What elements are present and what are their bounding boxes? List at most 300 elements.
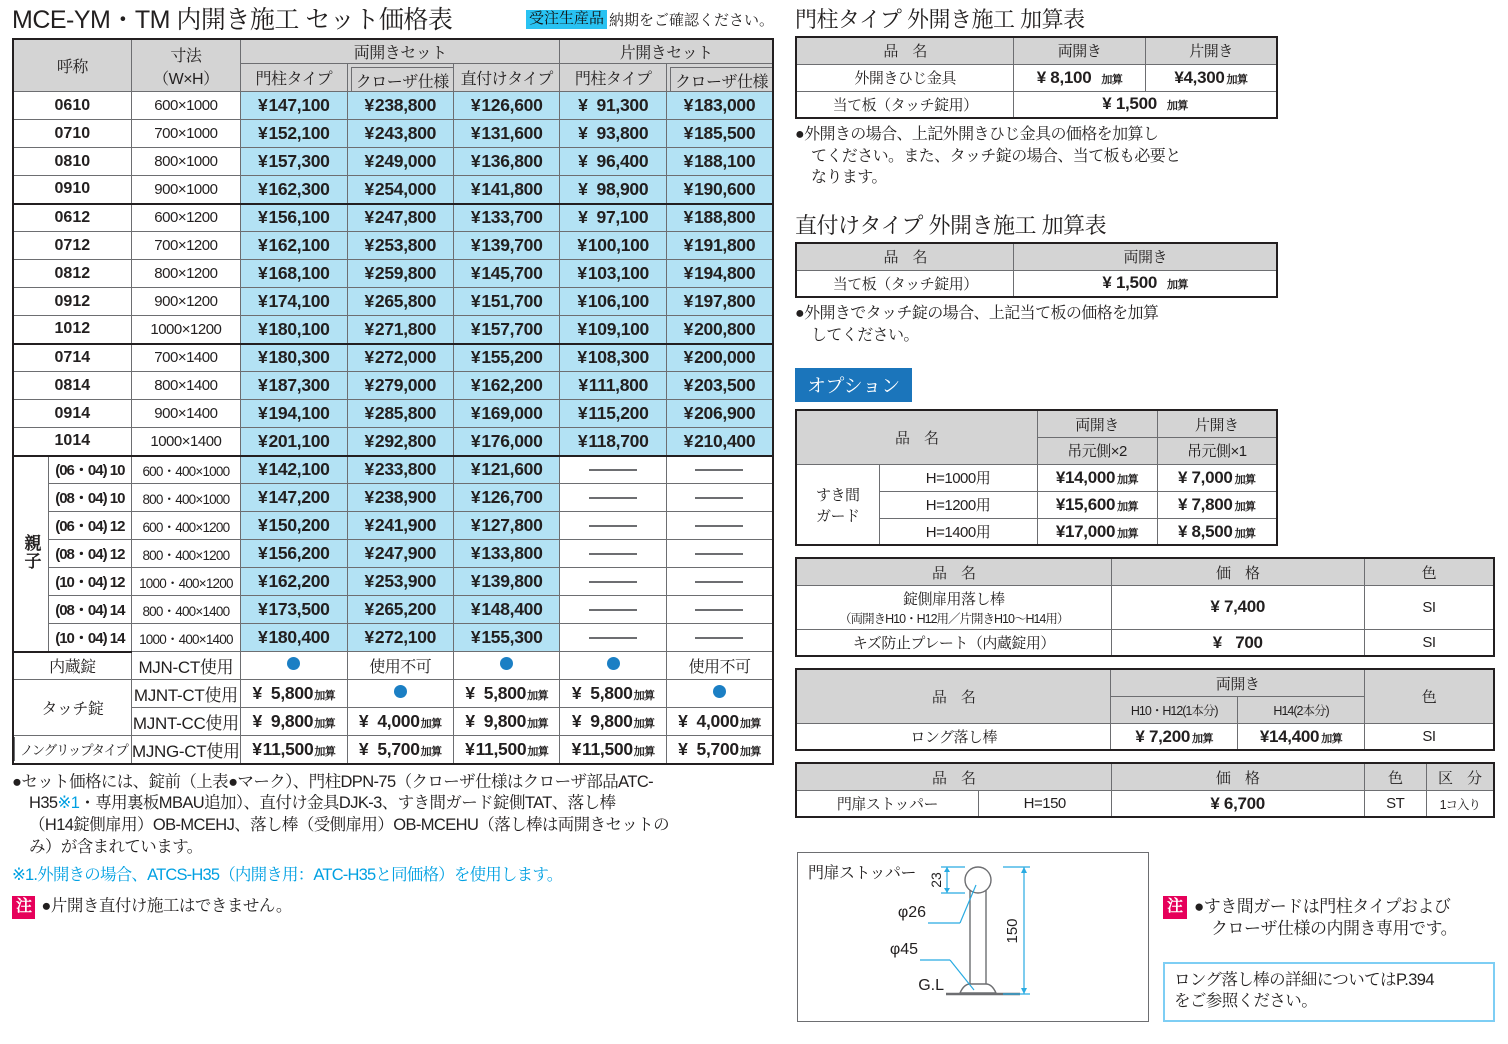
note-line-2-ref: ※1: [57, 794, 80, 813]
price-value: ¥ 142,100: [258, 459, 330, 480]
option-badge: オプション: [795, 368, 912, 402]
designation: (08・04) 14: [49, 596, 132, 624]
price-cell: [454, 400, 560, 428]
designation: 0610: [13, 92, 131, 120]
price-value: ¥ 700: [1212, 632, 1263, 652]
price-value: ¥ 7,800: [1177, 494, 1233, 514]
table-row: [13, 232, 773, 260]
item-name-line-1: 錠側扉用落し棒: [903, 590, 1005, 608]
col-single: 片開き: [1157, 410, 1277, 437]
price-value: ¥14,000: [1055, 467, 1116, 487]
caution-text: ●片開き直付け施工はできません。: [41, 897, 292, 916]
dim-phi45: φ45: [889, 941, 918, 958]
price-cell: [347, 708, 453, 736]
col-item-name: 品 名: [796, 558, 1111, 585]
row-label: H=1400用: [879, 518, 1037, 545]
price-value: ¥ 133,800: [470, 543, 543, 563]
made-to-order-note: [526, 9, 774, 33]
dim-23: 23: [928, 872, 944, 888]
price-cell: [241, 176, 347, 204]
price-cell: [347, 624, 453, 652]
designation: 1014: [13, 428, 131, 456]
price-cell: [454, 372, 560, 400]
price-value: ¥ 7,000: [1177, 467, 1233, 487]
col-designation: 呼称: [13, 39, 131, 92]
row-label-builtin-lock: 内蔵錠: [13, 652, 131, 680]
price-value: ¥ 173,500: [258, 599, 330, 619]
price-cell: [241, 344, 347, 372]
price-value: ¥15,600: [1055, 494, 1116, 514]
color-code: SI: [1364, 585, 1494, 629]
designation: (10・04) 12: [49, 568, 132, 596]
price-value: ¥ 243,800: [364, 123, 437, 143]
table-row: [13, 736, 773, 764]
group-label-line-2: ガード: [815, 507, 860, 525]
price-value: ¥ 176,000: [470, 430, 543, 451]
price-value: ¥ 197,800: [683, 291, 756, 311]
price-cell: [454, 512, 560, 540]
col-direct-type: 直付けタイプ: [454, 64, 560, 92]
price-cell: [454, 484, 560, 512]
price-value: ¥ 121,600: [470, 459, 543, 480]
post-outward-note: [795, 124, 1495, 189]
price-value: ¥ 206,900: [683, 403, 756, 423]
designation: (08・04) 12: [49, 540, 132, 568]
price-cell-empty: [666, 568, 773, 596]
price-cell: [241, 568, 347, 596]
price-value: ¥ 1,500: [1102, 94, 1157, 114]
price-value: ¥ 145,700: [470, 263, 543, 283]
direct-outward-note: [795, 303, 1495, 346]
dimensions: 800×1200: [131, 260, 240, 288]
price-value: ¥ 247,800: [364, 207, 437, 228]
note-line-2: してください。: [811, 326, 919, 344]
price-value: ¥ 233,800: [364, 459, 437, 480]
table-row: [13, 456, 773, 484]
note-line-1: ●外開きでタッチ錠の場合、上記当て板の価格を加算: [795, 305, 1159, 323]
price-cell: [241, 708, 347, 736]
price-value: ¥ 11,500 加算: [465, 738, 549, 759]
price-value: ¥ 152,100: [258, 123, 330, 143]
note-line-2a: H35: [29, 794, 58, 813]
post-type-outward-table: [795, 36, 1278, 119]
price-value: ¥ 168,100: [258, 263, 330, 283]
price-value: ¥ 91,300: [578, 95, 649, 115]
col-unit: 区 分: [1426, 763, 1494, 790]
price-value: ¥ 141,800: [470, 178, 543, 199]
color-code: SI: [1364, 629, 1494, 656]
price-cell: [347, 540, 453, 568]
price-cell: [454, 148, 560, 176]
item-name: 外開きひじ金具: [796, 64, 1014, 91]
table-row: [796, 585, 1494, 629]
price-value: ¥ 5,700 加算: [358, 738, 442, 759]
price-value: ¥ 8,500: [1177, 521, 1233, 541]
gap-guard-table: [795, 409, 1278, 546]
price-value: ¥ 249,000: [364, 151, 437, 171]
price-cell: [241, 484, 347, 512]
filled-circle-icon: [713, 685, 726, 698]
price-value: ¥ 4,000 加算: [678, 711, 761, 731]
table-row: [13, 176, 773, 204]
col-double: 両開き: [1014, 243, 1277, 270]
table-row: [796, 464, 1277, 491]
col-color: 色: [1364, 669, 1494, 723]
price-value: ¥ 272,000: [364, 347, 437, 368]
price-cell: [347, 344, 453, 372]
price-value: ¥ 9,800 加算: [571, 711, 655, 731]
price-cell: [454, 344, 560, 372]
col-post-type: 門柱タイプ: [241, 64, 347, 92]
gate-stopper-diagram: [797, 852, 1149, 1022]
price-value: ¥ 103,100: [577, 263, 649, 283]
designation: 0712: [13, 232, 131, 260]
price-cell: [241, 288, 347, 316]
price-value: ¥ 194,800: [683, 263, 756, 283]
price-cell-empty: [560, 456, 666, 484]
row-label: H=1200用: [879, 491, 1037, 518]
price-cell: [560, 288, 666, 316]
reference-line-2: をご参照ください。: [1174, 992, 1318, 1011]
price-double: [1014, 270, 1277, 297]
item-name: 門扉ストッパー: [796, 790, 978, 817]
price-cell: [666, 204, 773, 232]
group-label-gap-guard: [796, 464, 879, 545]
price-cell: [241, 120, 347, 148]
price-single: [1145, 64, 1277, 91]
price-value: ¥ 253,800: [364, 235, 437, 255]
price-cell-empty: [666, 624, 773, 652]
price-value: ¥ 147,100: [258, 95, 330, 115]
price-cell: [666, 428, 773, 456]
included-marker: [454, 652, 560, 680]
price-value: ¥ 6,700: [1210, 793, 1265, 813]
price-cell: [454, 540, 560, 568]
lock-model: MJNT-CT使用: [131, 680, 240, 708]
price-value: ¥ 5,800 加算: [571, 683, 655, 703]
price-cell-empty: [560, 596, 666, 624]
direct-type-outward-table: [795, 242, 1278, 298]
price-value: ¥ 156,100: [258, 207, 330, 228]
long-drop-rod-table: [795, 668, 1495, 751]
price-cell: [560, 400, 666, 428]
price-value: ¥ 174,100: [258, 291, 330, 311]
price-cell: [347, 288, 453, 316]
included-marker: [241, 652, 347, 680]
price-cell: [241, 260, 347, 288]
price-value: ¥ 180,100: [258, 318, 330, 339]
price-value: ¥ 155,300: [470, 627, 543, 647]
item-name: ロング落し棒: [796, 723, 1111, 750]
price-value: ¥ 109,100: [577, 318, 649, 339]
col-dimensions: 寸法 （W×H）: [131, 39, 240, 92]
price-cell: [241, 400, 347, 428]
designation: (10・04) 14: [49, 624, 132, 652]
price-single: [1157, 491, 1277, 518]
price-value: ¥ 169,000: [470, 403, 543, 423]
col-group-single: 片開きセット: [560, 39, 773, 64]
price-value: ¥ 253,900: [364, 571, 437, 591]
dimensions: 900×1200: [131, 288, 240, 316]
price-value: ¥ 93,800: [578, 123, 649, 143]
price-suffix: 加算: [1226, 73, 1248, 86]
price-cell-empty: [560, 568, 666, 596]
price-value: ¥ 279,000: [364, 375, 437, 395]
price-value: ¥ 126,700: [470, 487, 543, 507]
item-size: H=150: [978, 790, 1111, 817]
col-item-name: 品 名: [796, 763, 1111, 790]
dim-phi26: φ26: [897, 904, 926, 921]
price-cell-empty: [560, 512, 666, 540]
page-title: MCE-YM・TM 内開き施工 セット価格表: [12, 6, 453, 34]
price-h14: [1238, 723, 1365, 750]
price-value: ¥ 139,700: [470, 235, 543, 255]
col-color: 色: [1364, 763, 1426, 790]
row-label-nongrip-type: ノングリップタイプ: [13, 736, 131, 764]
price-value: ¥ 9,800 加算: [252, 711, 336, 731]
price-cell: [454, 624, 560, 652]
table-row: [13, 288, 773, 316]
price-cell: [241, 736, 347, 764]
dimensions: 800×1400: [131, 372, 240, 400]
price-cell: [241, 204, 347, 232]
price-value: ¥ 254,000: [364, 178, 437, 199]
price-value: ¥ 162,300: [258, 178, 330, 199]
price-value: ¥ 271,800: [364, 318, 437, 339]
price-value: ¥ 190,600: [683, 178, 756, 199]
price-value: ¥ 155,200: [470, 347, 543, 368]
price-cell: [454, 568, 560, 596]
dimensions: 1000・400×1400: [131, 624, 240, 652]
price-cell: [241, 456, 347, 484]
col-item-name: 品 名: [796, 410, 1037, 464]
note-line-3: （H14錠側扉用）OB-MCEHJ、落し棒（受側扉用）OB-MCEHU（落し棒は両開きセットの: [29, 816, 670, 835]
lock-model: MJN-CT使用: [131, 652, 240, 680]
col-h14: H14(2本分): [1238, 696, 1365, 723]
table-row: [13, 204, 773, 232]
price-value: ¥ 127,800: [470, 515, 543, 535]
dimensions: 1000×1400: [131, 428, 240, 456]
price-cell: [454, 736, 560, 764]
dimensions: 800・400×1400: [131, 596, 240, 624]
table-header-row: [796, 763, 1494, 790]
price-suffix: 加算: [1321, 732, 1343, 745]
price-double: [1037, 464, 1157, 491]
price-cell: [666, 260, 773, 288]
table-header-row: [796, 558, 1494, 585]
col-single-sub: 吊元側×1: [1157, 437, 1277, 464]
included-marker: [560, 652, 666, 680]
price-cell: [454, 176, 560, 204]
caution-badge: 注: [1163, 896, 1187, 919]
price-cell: [560, 680, 666, 708]
price-suffix: 加算: [1192, 732, 1214, 745]
section-title-post-outward: 門柱タイプ 外開き施工 加算表: [795, 7, 1085, 32]
price-cell: [454, 428, 560, 456]
col-closer-spec-single: クローザ仕様: [666, 64, 773, 92]
price-value: ¥17,000: [1055, 521, 1116, 541]
price: [1111, 629, 1364, 656]
table-row: [13, 260, 773, 288]
price-cell: [666, 92, 773, 120]
note-line-2: てください。また、タッチ錠の場合、当て板も必要と: [811, 147, 1181, 165]
col-item-name: 品 名: [796, 37, 1014, 64]
left-column: [12, 8, 774, 919]
included-marker: [666, 680, 773, 708]
designation: 0714: [13, 344, 131, 372]
price-value: ¥ 265,800: [364, 291, 437, 311]
right-column: [795, 8, 1495, 818]
price-value: ¥ 96,400: [578, 151, 649, 171]
price-value: ¥ 157,300: [258, 151, 330, 171]
designation: 0710: [13, 120, 131, 148]
table-row: [13, 512, 773, 540]
price-value: ¥ 118,700: [577, 430, 649, 451]
caution-row: [12, 896, 774, 919]
price-cell: [666, 148, 773, 176]
price-value: ¥ 100,100: [577, 235, 649, 255]
table-row: [13, 624, 773, 652]
price-cell-empty: [666, 512, 773, 540]
row-label-touch-lock: タッチ錠: [13, 680, 131, 736]
table-row: [13, 540, 773, 568]
designation: 0814: [13, 372, 131, 400]
table-header-row: [796, 410, 1277, 437]
price-value: ¥ 201,100: [258, 430, 330, 451]
caution-badge: 注: [12, 896, 35, 919]
price-value: ¥ 9,800 加算: [465, 711, 549, 731]
price-cell: [666, 708, 773, 736]
main-price-table: [12, 38, 774, 765]
price-cell: [347, 204, 453, 232]
table-row: [13, 596, 773, 624]
price-cell: [347, 316, 453, 344]
col-closer-spec: クローザ仕様: [347, 64, 453, 92]
table-header-row: [796, 669, 1494, 696]
price-cell: [560, 372, 666, 400]
price-value: ¥ 106,100: [577, 291, 649, 311]
price-cell: [347, 232, 453, 260]
price-suffix: 加算: [1234, 500, 1256, 513]
price-value: ¥ 131,600: [470, 123, 543, 143]
designation: (06・04) 10: [49, 456, 132, 484]
caution-line-2: クローザ仕様の内開き専用です。: [1211, 919, 1458, 939]
table-row: [13, 428, 773, 456]
table-row: [796, 629, 1494, 656]
price-cell: [560, 316, 666, 344]
price-cell-empty: [666, 596, 773, 624]
dim-150: 150: [1004, 918, 1021, 944]
gap-guard-caution: [1163, 896, 1457, 940]
price-cell: [347, 176, 453, 204]
price: [1111, 790, 1364, 817]
price-cell: [347, 568, 453, 596]
price-cell: [241, 232, 347, 260]
item-name: [796, 585, 1111, 629]
col-post-type-single: 門柱タイプ: [560, 64, 666, 92]
price-value: ¥ 292,800: [364, 430, 437, 451]
price-cell-empty: [666, 456, 773, 484]
price-value: ¥ 241,900: [364, 515, 437, 535]
item-name: キズ防止プレート（内蔵錠用）: [796, 629, 1111, 656]
price-double: [1037, 518, 1157, 545]
price-value: ¥ 98,900: [578, 178, 649, 199]
diagram-title: 門扉ストッパー: [808, 865, 917, 882]
price-value: ¥ 191,800: [683, 235, 756, 255]
table-row: [13, 372, 773, 400]
col-price: 価 格: [1111, 763, 1364, 790]
filled-circle-icon: [394, 685, 407, 698]
designation: 0910: [13, 176, 131, 204]
price-suffix: 加算: [1234, 473, 1256, 486]
dimensions: 800・400×1000: [131, 484, 240, 512]
price-value: ¥ 1,500: [1102, 273, 1158, 293]
price-cell: [666, 176, 773, 204]
price-value: ¥ 210,400: [683, 430, 756, 451]
price-value: ¥ 7,400: [1210, 597, 1266, 617]
price-value: ¥ 265,200: [364, 599, 437, 619]
option-section-header: [795, 368, 1495, 402]
table-header-row: [796, 37, 1277, 64]
price-cell-empty: [560, 540, 666, 568]
price-value: ¥ 111,800: [578, 375, 649, 395]
price-cell: [454, 120, 560, 148]
color-code: SI: [1364, 723, 1494, 750]
price-value: ¥ 147,200: [258, 487, 330, 507]
price-value: ¥ 187,300: [258, 375, 330, 395]
price-value: ¥ 8,100: [1036, 67, 1092, 87]
price-value: ¥ 139,800: [470, 571, 543, 591]
dimensions: 1000×1200: [131, 316, 240, 344]
price-value: ¥ 188,800: [683, 207, 756, 228]
price-cell: [666, 372, 773, 400]
price-cell: [347, 428, 453, 456]
price-both: [1014, 91, 1277, 118]
price-cell: [560, 708, 666, 736]
price-cell: [560, 428, 666, 456]
price-cell: [454, 92, 560, 120]
dimensions: 800×1000: [131, 148, 240, 176]
price-cell: [241, 148, 347, 176]
price-cell-empty: [560, 624, 666, 652]
price-value: ¥ 200,000: [683, 347, 756, 368]
main-notes: [12, 772, 774, 920]
filled-circle-icon: [287, 657, 300, 670]
col-item-name: 品 名: [796, 243, 1014, 270]
gate-stopper-table: [795, 762, 1495, 818]
price-cell: [241, 92, 347, 120]
table-row: [13, 344, 773, 372]
dimensions: 900×1400: [131, 400, 240, 428]
price-cell: [347, 736, 453, 764]
item-name-line-2: （両開きH10・H12用／片開きH10〜H14用）: [839, 611, 1069, 626]
color-code: ST: [1364, 790, 1426, 817]
price-cell: [347, 484, 453, 512]
price-cell: [560, 260, 666, 288]
dimensions: 800・400×1200: [131, 540, 240, 568]
included-marker: [347, 680, 453, 708]
price-single: [1157, 518, 1277, 545]
price-value: ¥4,300: [1174, 67, 1225, 87]
price-value: ¥ 136,800: [470, 151, 543, 171]
price-h10-h12: [1111, 723, 1238, 750]
price-cell: [666, 288, 773, 316]
table-row: [13, 148, 773, 176]
price-cell: [347, 260, 453, 288]
price-value: ¥ 151,700: [470, 291, 543, 311]
price-value: ¥ 115,200: [577, 403, 649, 423]
price-cell: [560, 344, 666, 372]
